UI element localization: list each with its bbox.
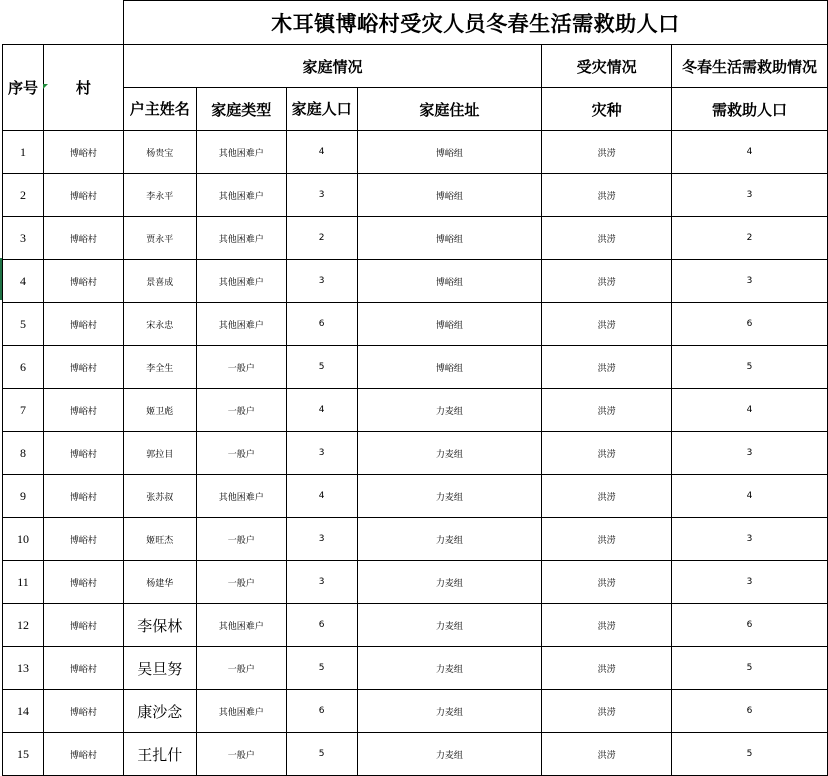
cell-seq[interactable]: 3	[3, 217, 44, 260]
cell-head-name[interactable]: 张苏叔	[123, 475, 196, 518]
cell-family-type[interactable]: 其他困难户	[196, 217, 286, 260]
cell-family-type[interactable]: 一般户	[196, 561, 286, 604]
top-left-blank-cell[interactable]	[3, 1, 124, 45]
cell-address[interactable]: 力麦组	[357, 518, 542, 561]
table-row	[3, 518, 828, 561]
cell-disaster-type[interactable]: 洪涝	[542, 131, 672, 174]
cell-family-size[interactable]: 5	[286, 647, 357, 690]
cell-seq[interactable]: 9	[3, 475, 44, 518]
table-row	[3, 217, 828, 260]
cell-need-people[interactable]: 3	[672, 518, 828, 561]
header-family-info[interactable]: 家庭情况	[123, 45, 541, 88]
cell-address[interactable]: 博峪组	[357, 174, 542, 217]
cell-address[interactable]: 力麦组	[357, 561, 542, 604]
cell-family-size[interactable]: 6	[286, 303, 357, 346]
cell-disaster-type[interactable]: 洪涝	[542, 174, 672, 217]
cell-family-type[interactable]: 一般户	[196, 647, 286, 690]
cell-seq[interactable]: 12	[3, 604, 44, 647]
table-row	[3, 346, 828, 389]
cell-address[interactable]: 博峪组	[357, 260, 542, 303]
cell-family-type[interactable]: 其他困难户	[196, 690, 286, 733]
cell-family-size[interactable]: 6	[286, 604, 357, 647]
cell-seq[interactable]: 14	[3, 690, 44, 733]
cell-village[interactable]: 博峪村	[43, 432, 123, 475]
sheet-title[interactable]: 木耳镇博峪村受灾人员冬春生活需救助人口	[123, 1, 827, 45]
cell-family-type[interactable]: 一般户	[196, 346, 286, 389]
cell-disaster-type[interactable]: 洪涝	[542, 346, 672, 389]
cell-disaster-type[interactable]: 洪涝	[542, 604, 672, 647]
table-row	[3, 561, 828, 604]
cell-seq[interactable]: 11	[3, 561, 44, 604]
header-seq[interactable]: 序号	[3, 45, 44, 131]
header-disaster-type[interactable]: 灾种	[542, 88, 672, 131]
cell-need-people[interactable]: 6	[672, 690, 828, 733]
cell-disaster-type[interactable]: 洪涝	[542, 389, 672, 432]
cell-address[interactable]: 力麦组	[357, 475, 542, 518]
cell-head-name[interactable]: 康沙念	[123, 690, 196, 733]
row-selection-marker	[0, 258, 2, 300]
cell-address[interactable]: 力麦组	[357, 733, 542, 776]
cell-family-type[interactable]: 其他困难户	[196, 131, 286, 174]
cell-head-name[interactable]: 贾永平	[123, 217, 196, 260]
cell-head-name[interactable]: 李全生	[123, 346, 196, 389]
cell-head-name[interactable]: 王扎什	[123, 733, 196, 776]
cell-village[interactable]: 博峪村	[43, 518, 123, 561]
header-family-size[interactable]: 家庭人口	[286, 88, 357, 131]
cell-disaster-type[interactable]: 洪涝	[542, 733, 672, 776]
cell-family-size[interactable]: 3	[286, 174, 357, 217]
cell-disaster-type[interactable]: 洪涝	[542, 475, 672, 518]
cell-family-size[interactable]: 5	[286, 346, 357, 389]
cell-village[interactable]: 博峪村	[43, 389, 123, 432]
cell-family-type[interactable]: 其他困难户	[196, 174, 286, 217]
header-address[interactable]: 家庭住址	[357, 88, 542, 131]
cell-address[interactable]: 力麦组	[357, 690, 542, 733]
cell-family-type[interactable]: 一般户	[196, 733, 286, 776]
cell-head-name[interactable]: 李保林	[123, 604, 196, 647]
cell-disaster-type[interactable]: 洪涝	[542, 260, 672, 303]
error-indicator-triangle	[43, 84, 48, 89]
table-row	[3, 389, 828, 432]
cell-need-people[interactable]: 6	[672, 303, 828, 346]
cell-need-people[interactable]: 3	[672, 260, 828, 303]
cell-family-type[interactable]: 一般户	[196, 518, 286, 561]
cell-family-size[interactable]: 4	[286, 131, 357, 174]
cell-head-name[interactable]: 李永平	[123, 174, 196, 217]
cell-family-type[interactable]: 其他困难户	[196, 260, 286, 303]
cell-family-type[interactable]: 其他困难户	[196, 475, 286, 518]
cell-family-size[interactable]: 4	[286, 389, 357, 432]
cell-address[interactable]: 力麦组	[357, 389, 542, 432]
cell-family-type[interactable]: 其他困难户	[196, 303, 286, 346]
cell-family-size[interactable]: 4	[286, 475, 357, 518]
cell-address[interactable]: 博峪组	[357, 217, 542, 260]
table-row	[3, 733, 828, 776]
cell-head-name[interactable]: 杨贵宝	[123, 131, 196, 174]
cell-seq[interactable]: 5	[3, 303, 44, 346]
table-row	[3, 303, 828, 346]
cell-need-people[interactable]: 2	[672, 217, 828, 260]
cell-seq[interactable]: 1	[3, 131, 44, 174]
cell-seq[interactable]: 15	[3, 733, 44, 776]
table-row	[3, 174, 828, 217]
table-row	[3, 475, 828, 518]
cell-seq[interactable]: 13	[3, 647, 44, 690]
cell-disaster-type[interactable]: 洪涝	[542, 432, 672, 475]
cell-need-people[interactable]: 3	[672, 432, 828, 475]
cell-family-size[interactable]: 3	[286, 518, 357, 561]
cell-address[interactable]: 博峪组	[357, 131, 542, 174]
cell-village[interactable]: 博峪村	[43, 260, 123, 303]
cell-village[interactable]: 博峪村	[43, 733, 123, 776]
cell-village[interactable]: 博峪村	[43, 647, 123, 690]
cell-village[interactable]: 博峪村	[43, 475, 123, 518]
header-need-info[interactable]: 冬春生活需救助情况	[672, 45, 828, 88]
header-need-people[interactable]: 需救助人口	[672, 88, 828, 131]
cell-seq[interactable]: 10	[3, 518, 44, 561]
cell-village[interactable]: 博峪村	[43, 303, 123, 346]
cell-address[interactable]: 力麦组	[357, 432, 542, 475]
cell-family-size[interactable]: 6	[286, 690, 357, 733]
cell-family-size[interactable]: 3	[286, 260, 357, 303]
cell-address[interactable]: 博峪组	[357, 303, 542, 346]
cell-need-people[interactable]: 3	[672, 174, 828, 217]
cell-family-size[interactable]: 2	[286, 217, 357, 260]
header-family-type[interactable]: 家庭类型	[196, 88, 286, 131]
cell-family-type[interactable]: 一般户	[196, 432, 286, 475]
table-row	[3, 260, 828, 303]
cell-seq[interactable]: 8	[3, 432, 44, 475]
cell-disaster-type[interactable]: 洪涝	[542, 217, 672, 260]
cell-disaster-type[interactable]: 洪涝	[542, 561, 672, 604]
cell-seq[interactable]: 4	[3, 260, 44, 303]
cell-need-people[interactable]: 6	[672, 604, 828, 647]
table-row	[3, 647, 828, 690]
cell-village[interactable]: 博峪村	[43, 604, 123, 647]
cell-head-name[interactable]: 姬旺杰	[123, 518, 196, 561]
cell-head-name[interactable]: 宋永忠	[123, 303, 196, 346]
cell-village[interactable]: 博峪村	[43, 690, 123, 733]
cell-address[interactable]: 博峪组	[357, 346, 542, 389]
cell-village[interactable]: 博峪村	[43, 561, 123, 604]
cell-family-size[interactable]: 3	[286, 432, 357, 475]
cell-head-name[interactable]: 杨建华	[123, 561, 196, 604]
cell-need-people[interactable]: 3	[672, 561, 828, 604]
header-village[interactable]: 村	[43, 45, 123, 131]
cell-need-people[interactable]: 4	[672, 389, 828, 432]
cell-seq[interactable]: 6	[3, 346, 44, 389]
cell-village[interactable]: 博峪村	[43, 346, 123, 389]
cell-address[interactable]: 力麦组	[357, 647, 542, 690]
cell-village[interactable]: 博峪村	[43, 217, 123, 260]
cell-disaster-type[interactable]: 洪涝	[542, 303, 672, 346]
cell-family-size[interactable]: 3	[286, 561, 357, 604]
cell-village[interactable]: 博峪村	[43, 131, 123, 174]
cell-head-name[interactable]: 郭拉目	[123, 432, 196, 475]
table-row	[3, 604, 828, 647]
cell-need-people[interactable]: 5	[672, 346, 828, 389]
cell-family-type[interactable]: 其他困难户	[196, 604, 286, 647]
table-row	[3, 432, 828, 475]
cell-need-people[interactable]: 4	[672, 131, 828, 174]
cell-head-name[interactable]: 景喜成	[123, 260, 196, 303]
cell-head-name[interactable]: 吴旦努	[123, 647, 196, 690]
table-row	[3, 131, 828, 174]
cell-head-name[interactable]: 姬卫彪	[123, 389, 196, 432]
cell-family-size[interactable]: 5	[286, 733, 357, 776]
relief-table	[2, 0, 828, 776]
cell-need-people[interactable]: 4	[672, 475, 828, 518]
cell-seq[interactable]: 2	[3, 174, 44, 217]
cell-family-type[interactable]: 一般户	[196, 389, 286, 432]
header-disaster-info[interactable]: 受灾情况	[542, 45, 672, 88]
cell-need-people[interactable]: 5	[672, 647, 828, 690]
cell-seq[interactable]: 7	[3, 389, 44, 432]
header-head-name[interactable]: 户主姓名	[123, 88, 196, 131]
cell-address[interactable]: 力麦组	[357, 604, 542, 647]
cell-village[interactable]: 博峪村	[43, 174, 123, 217]
cell-disaster-type[interactable]: 洪涝	[542, 647, 672, 690]
table-row	[3, 690, 828, 733]
cell-need-people[interactable]: 5	[672, 733, 828, 776]
cell-disaster-type[interactable]: 洪涝	[542, 690, 672, 733]
cell-disaster-type[interactable]: 洪涝	[542, 518, 672, 561]
